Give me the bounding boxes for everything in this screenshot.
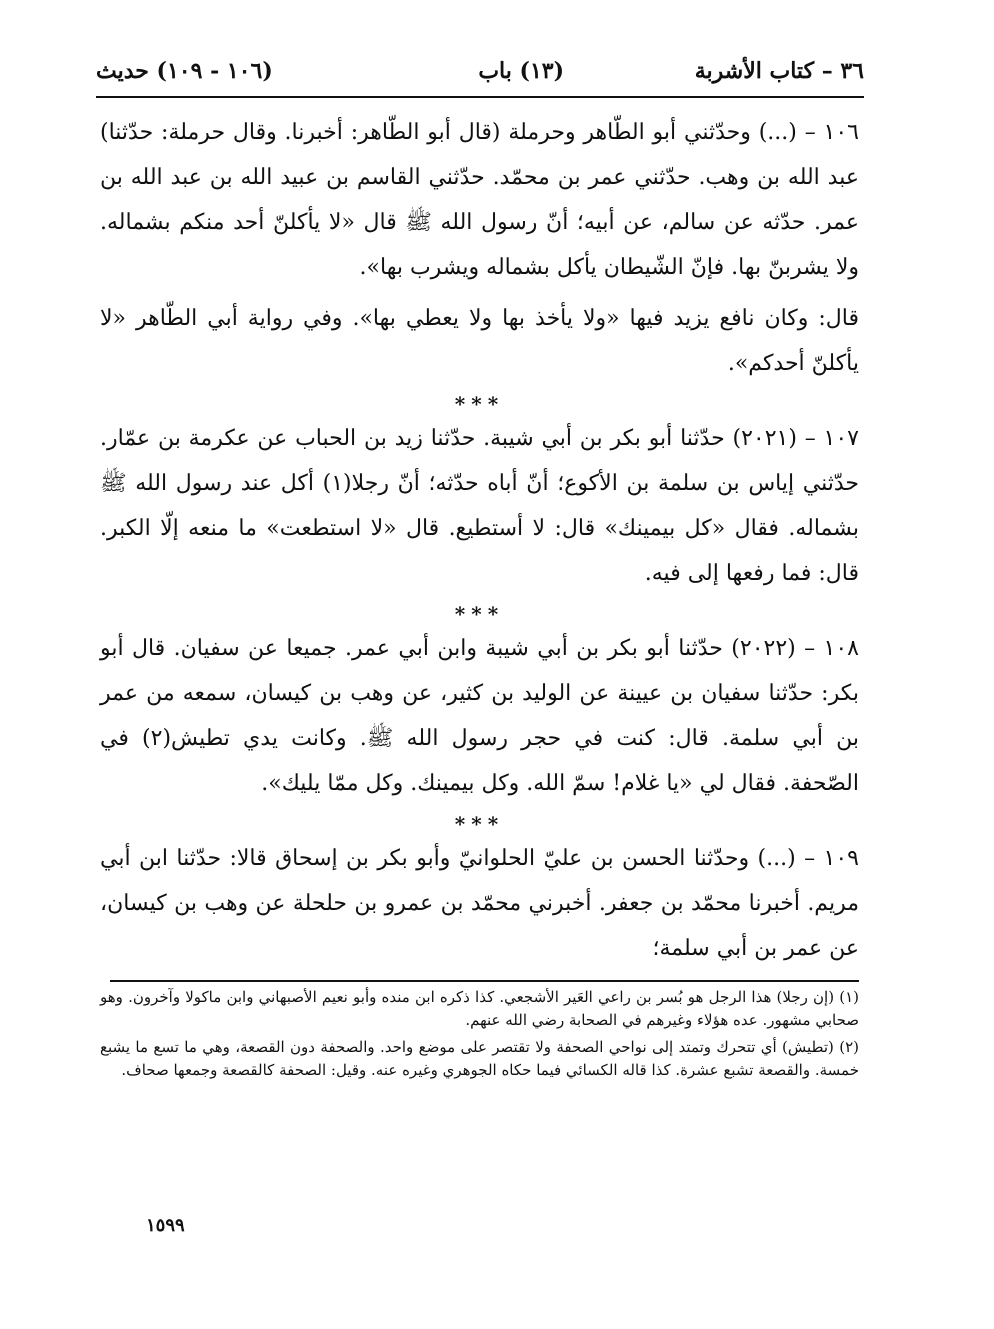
hadith-paragraph: ١٠٩ – (...) وحدّثنا الحسن بن عليّ الحلوانيّ وأبو بكر بن إسحاق قالا: حدّثنا ابن أبي مريم. أخبرنا محمّد بن جعفر. أخبرني محمّد بن عمرو بن حلحلة عن وهب بن كيسان، عن عمر بن أبي سلمة؛ (100, 846, 859, 961)
header-chapter: (١٣) باب (478, 58, 564, 84)
footnote-1: (١) (إن رجلا) هذا الرجل هو بُسر بن راعي العَير الأشجعي. كذا ذكره ابن منده وأبو نعيم الأصبهاني وابن ماكولا وآخرون. وهو صحابي مشهور. عده هؤلاء وغيرهم في الصحابة رضي الله عنهم. (100, 988, 859, 1029)
hadith-106 (100, 110, 859, 386)
header-rule (96, 96, 864, 98)
footnote-2: (٢) (تطيش) أي تتحرك وتمتد إلى نواحي الصحفة ولا تقتصر على موضع واحد. والصحفة دون القصعة، وهي ما تسع ما يشبع خمسة. والقصعة تشبع عشرة. كذا قاله الكسائي فيما حكاه الجوهري وغيره عنه. وقيل: الصحفة كالقصعة وجمعها صحاف. (100, 1038, 859, 1079)
header-book-title: ٣٦ – كتاب الأشربة (694, 58, 864, 84)
hadith-107 (100, 416, 859, 596)
hadith-paragraph: ١٠٧ – (٢٠٢١) حدّثنا أبو بكر بن أبي شيبة. حدّثنا زيد بن الحباب عن عكرمة بن عمّار. حدّثني إياس بن سلمة بن الأكوع؛ أنّ أباه حدّثه؛ أنّ رجلا(١) أكل عند رسول الله ﷺ بشماله. فقال «كل بيمينك» قال: لا أستطيع. قال «لا استطعت» ما منعه إلّا الكبر. قال: فما رفعها إلى فيه. (100, 426, 859, 586)
running-header (96, 52, 864, 92)
hadith-paragraph: ١٠٨ – (٢٠٢٢) حدّثنا أبو بكر بن أبي شيبة وابن أبي عمر. جميعا عن سفيان. قال أبو بكر: حدّثنا سفيان بن عيينة عن الوليد بن كثير، عن وهب بن كيسان، سمعه من عمر بن أبي سلمة. قال: كنت في حجر رسول الله ﷺ. وكانت يدي تطيش(٢) في الصّحفة. فقال لي «يا غلام! سمّ الله. وكل بيمينك. وكل ممّا يليك». (100, 636, 859, 796)
section-separator: *** (454, 392, 505, 416)
hadith-108 (100, 626, 859, 806)
main-text (100, 110, 859, 977)
page-number: ١٥٩٩ (146, 1215, 185, 1236)
section-separator: *** (454, 602, 505, 626)
hadith-paragraph: قال: وكان نافع يزيد فيها «ولا يأخذ بها ولا يعطي بها». وفي رواية أبي الطّاهر «لا يأكلنّ أحدكم». (100, 306, 859, 376)
hadith-109 (100, 836, 859, 971)
footnote-rule (110, 980, 859, 982)
header-hadith-range: (١٠٦ - ١٠٩) حديث (96, 58, 273, 84)
footnotes (100, 986, 859, 1086)
hadith-paragraph: ١٠٦ – (...) وحدّثني أبو الطّاهر وحرملة (قال أبو الطّاهر: أخبرنا. وقال حرملة: حدّثنا) عبد الله بن وهب. حدّثني عمر بن محمّد. حدّثني القاسم بن عبيد الله بن عبد الله بن عمر. حدّثه عن سالم، عن أبيه؛ أنّ رسول الله ﷺ قال «لا يأكلنّ أحد منكم بشماله. ولا يشربنّ بها. فإنّ الشّيطان يأكل بشماله ويشرب بها». (100, 120, 859, 280)
section-separator: *** (454, 812, 505, 836)
